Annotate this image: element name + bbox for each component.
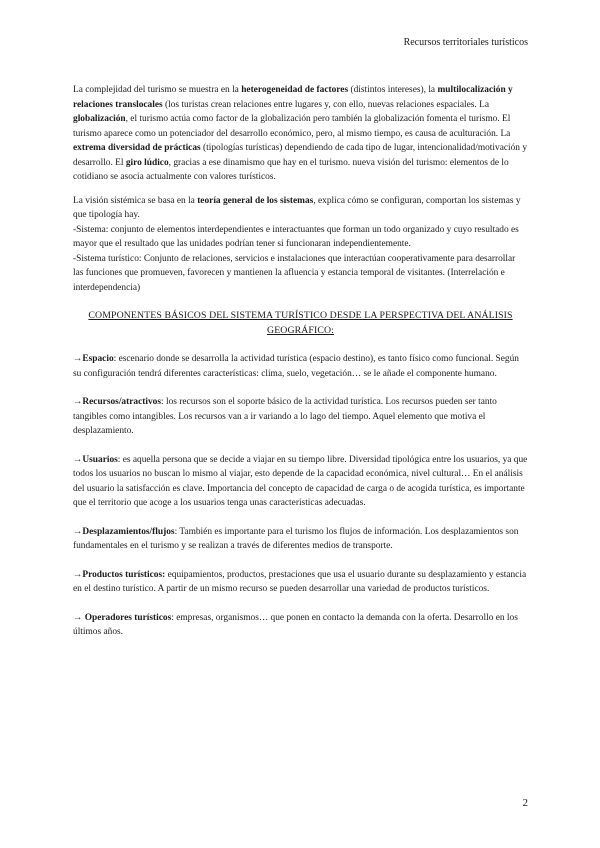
component-recursos: →Recursos/atractivos: los recursos son el soporte básico de la actividad turística. Los recursos pueden ser tanto tangibles como intangibles. Los recursos van a ir variando a lo lago del tiempo. Aquel elemento que motiva el desplazamiento. bbox=[73, 397, 497, 436]
running-header: Recursos territoriales turísticos bbox=[403, 37, 528, 48]
term-giro-ludico: giro lúdico bbox=[125, 157, 169, 168]
component-usuarios: →Usuarios: es aquella persona que se decide a viajar en su tiempo libre. Diversidad tipológica entre los usuarios, ya que todos los usuarios no buscan lo mismo al viajar, esto depende de la capacidad económica, nivel cultural… En el análisis del usuario la satisfacción es clave. Importancia del concepto de capacidad de carga o de acogida turística, es importante que el territorio que acoge a los usuarios tenga unas características adecuadas. bbox=[73, 454, 528, 508]
component-espacio: →Espacio: escenario donde se desarrolla la actividad turística (espacio destino), es tanto físico como funcional. Según su configuración tendrá diferentes características: clima, suelo, vegetación… se le añade el componente humano. bbox=[73, 354, 519, 379]
intro-paragraph: La complejidad del turismo se muestra en la heterogeneidad de factores (distintos intereses), la multilocalización y relaciones translocales (los turistas crean relaciones entre lugares y, con ello, nuevas relaciones espaciales. La globalización, el turismo actúa como factor de la globalización pero también la globalización fomenta el turismo. El turismo aparece como un potenciador del desarrollo económico, pero, al mismo tiempo, es causa de aculturación. La extrema diversidad de prácticas (tipologías turísticas) dependiendo de cada tipo de lugar, intencionalidad/motivación y desarrollo. El giro lúdico, gracias a ese dinamismo que hay en el turismo. nueva visión del turismo: elementos de lo cotidiano se asocia actualmente con valores turísticos. bbox=[73, 85, 528, 182]
section-heading: COMPONENTES BÁSICOS DEL SISTEMA TURÍSTICO DESDE LA PERSPECTIVA DEL ANÁLISIS GEOGRÁFICO: bbox=[88, 310, 513, 336]
term-globalizacion: globalización bbox=[73, 114, 126, 124]
component-operadores: → Operadores turísticos: empresas, organismos… que ponen en contacto la demanda con la oferta. Desarrollo en los últimos años. bbox=[73, 612, 518, 637]
term-diversidad: extrema diversidad de prácticas bbox=[73, 143, 201, 153]
term-multilocalizacion: multilocalización y relaciones translocales bbox=[73, 85, 513, 110]
tourism-system-definition: -Sistema turístico: Conjunto de relaciones, servicios e instalaciones que interactúan cooperativamente para desarrollar las funciones que promueven, favorecen y mantienen la afluencia y estancia temporal de visitantes. (Interrelación e interdependencia) bbox=[73, 253, 516, 293]
component-desplazamientos: →Desplazamientos/flujos: También es importante para el turismo los flujos de información. Los desplazamientos son fundamentales en el turismo y se realizan a través de diferentes medios de transporte. bbox=[73, 526, 519, 551]
systems-paragraph: La visión sistémica se basa en la teoría general de los sistemas, explica cómo se configuran, comportan los sistemas y que tipología hay. bbox=[73, 195, 521, 220]
component-productos: →Productos turísticos: equipamientos, productos, prestaciones que usa el usuario durante su desplazamiento y estancia en el destino turístico. A partir de un mismo recurso se pueden desarrollar una variedad de productos turísticos. bbox=[73, 569, 527, 594]
document-body bbox=[73, 83, 528, 640]
system-definition: -Sistema: conjunto de elementos interdependientes e interactuantes que forman un todo organizado y cuyo resultado es mayor que el resultado que las unidades podrían tener si funcionaran independientemente. bbox=[73, 224, 519, 249]
term-teoria-sistemas: teoría general de los sistemas bbox=[197, 195, 314, 206]
term-heterogeneidad: heterogeneidad de factores bbox=[241, 85, 349, 95]
page-number: 2 bbox=[522, 797, 528, 809]
